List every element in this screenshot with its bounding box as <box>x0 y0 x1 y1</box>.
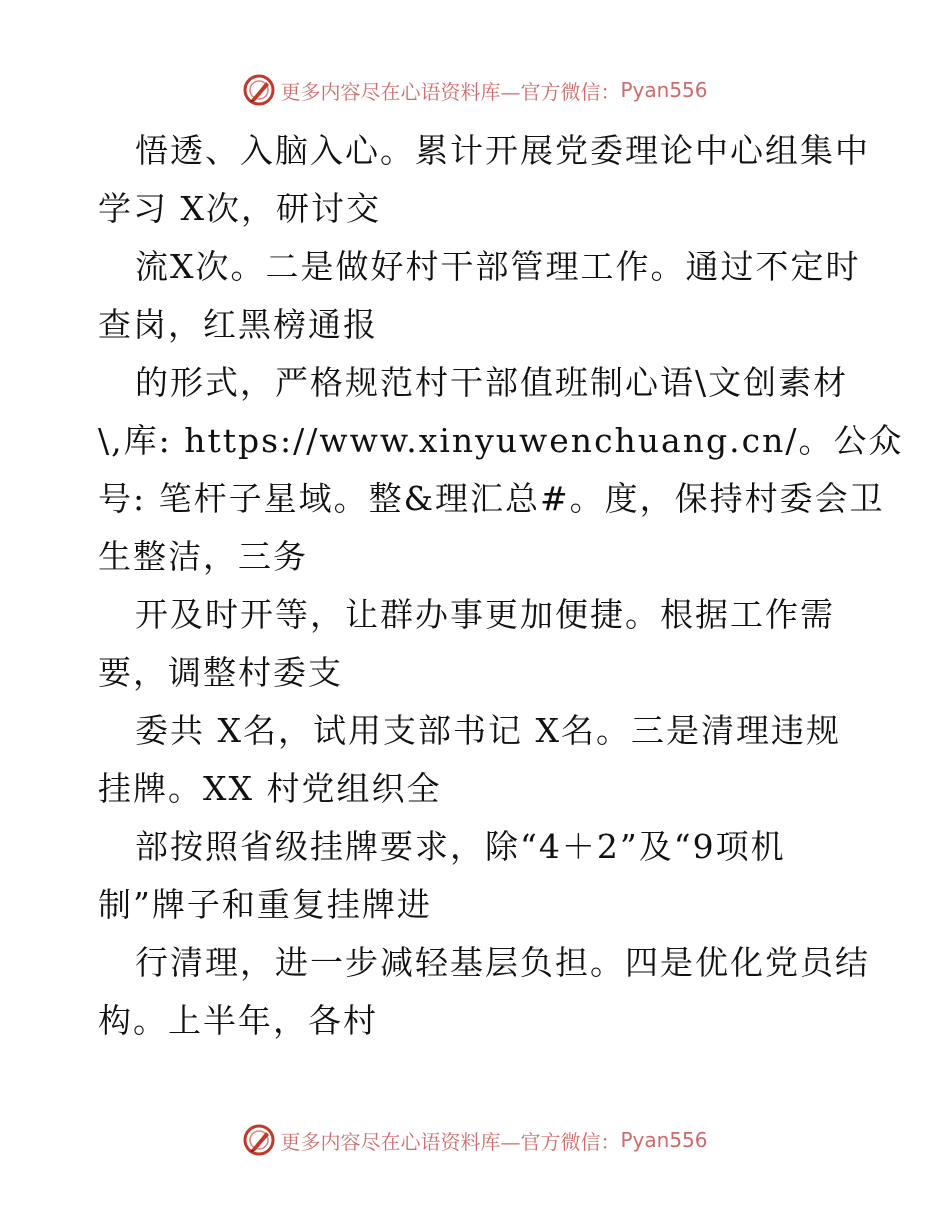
watermark-wechat-id: Pyan556 <box>620 1128 708 1152</box>
body-line: 生整洁，三务 <box>98 537 308 576</box>
body-line: 开及时开等，让群办事更加便捷。根据工作需 <box>135 595 835 634</box>
body-line: 构。上半年，各村 <box>98 1001 378 1040</box>
header-watermark-banner <box>0 70 950 110</box>
body-line: 部按照省级挂牌要求，除“4＋2”及“9项机 <box>135 827 786 866</box>
body-line: 挂牌。XX 村党组织全 <box>98 769 442 808</box>
body-line: 行清理，进一步减轻基层负担。四是优化党员结 <box>135 943 870 982</box>
watermark-text: 更多内容尽在心语资料库—官方微信： <box>280 1129 621 1154</box>
body-line: 要，调整村委支 <box>98 653 343 692</box>
body-line: 的形式，严格规范村干部值班制心语\文创素材 <box>135 363 849 402</box>
body-line: 流X次。二是做好村干部管理工作。通过不定时 <box>135 247 861 286</box>
body-line: 学习 X次，研讨交 <box>98 189 381 228</box>
watermark-wechat-id: Pyan556 <box>620 78 708 102</box>
body-line: 号: 笔杆子星域。整&理汇总#。度，保持村委会卫 <box>98 479 885 518</box>
body-line: 查岗，红黑榜通报 <box>98 305 378 344</box>
watermark-text: 更多内容尽在心语资料库—官方微信： <box>280 79 621 104</box>
body-line: 悟透、入脑入心。累计开展党委理论中心组集中 <box>135 131 870 170</box>
body-line: \,库: https://www.xinyuwenchuang.cn/。公众 <box>98 421 904 460</box>
body-line: 制”牌子和重复挂牌进 <box>98 885 432 924</box>
body-line: 委共 X名，试用支部书记 X名。三是清理违规 <box>135 711 841 750</box>
document-body <box>98 122 904 1050</box>
footer-watermark-banner <box>0 1120 950 1160</box>
pen-circle-logo-icon <box>242 1123 276 1157</box>
pen-circle-logo-icon <box>242 73 276 107</box>
